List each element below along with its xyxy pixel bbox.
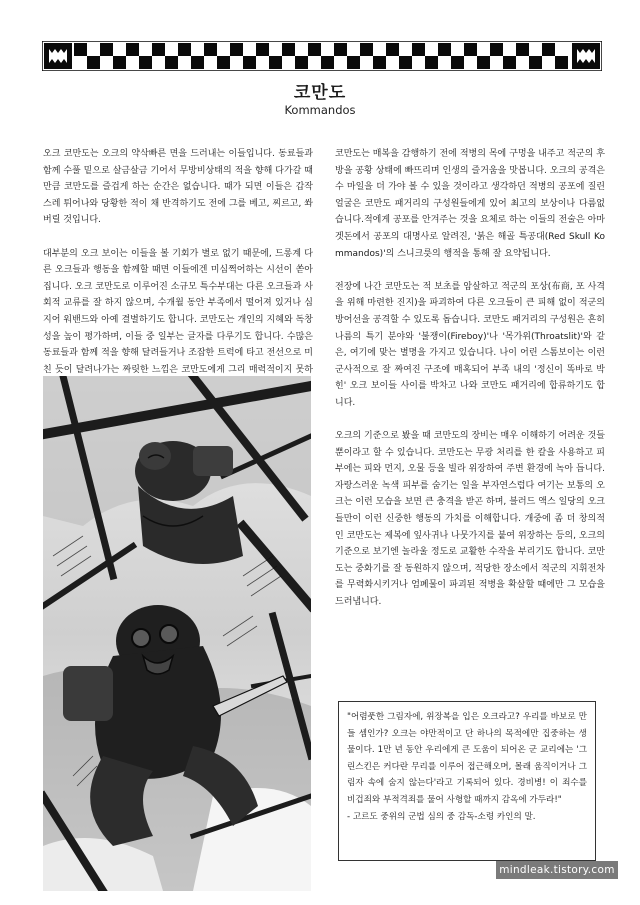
right-paragraph-3: 오크의 기준으로 봤을 때 코만도의 장비는 매우 이해하기 어려운 것들 뿐이라고 할 수 있습니다. 코만도는 무광 처리를 한 칼을 사용하고 피부에는 피와 먼지, 오물 등을 빌라 위장하여 주변 환경에 녹아 듭니다. 자랑스러운 녹색 피부를 숨기는 일을 부자연스럽다 여기는 보통의 오크는 이런 모습을 보면 큰 충격을 받곤 하며, 블러드 액스 일당의 오크들만이 이런 신중한 행동의 가치를 이해합니다. 개중에 좀 더 창의적인 코만도는 제복에 잎사귀나 나뭇가지를 붙여 위장하는 등의, 오크의 기준으로 보기엔 놀라울 정도로 교활한 수작을 부리기도 합니다. 코만도는 중화기를 잘 동원하지 않으며, 적당한 장소에서 적군의 지휘전차를 무력화시키거나 엄폐물이 파괴된 적병을 확살할 때에만 그 모습을 드러냅니다.: [335, 431, 605, 608]
banner-check: [386, 43, 399, 56]
banner-check: [490, 43, 503, 56]
banner-check: [178, 43, 191, 56]
banner-check: [165, 56, 178, 69]
quote-box: [338, 701, 596, 861]
banner-check: [100, 43, 113, 56]
banner-check: [217, 56, 230, 69]
banner-check: [555, 56, 568, 69]
banner-check: [464, 43, 477, 56]
page-subtitle: Kommandos: [284, 103, 356, 117]
banner-check: [529, 56, 542, 69]
banner-check: [438, 43, 451, 56]
banner-check: [334, 43, 347, 56]
left-paragraph-2: 대부분의 오크 보이는 이들을 볼 기회가 별로 없기 때문에, 드롱계 다른 오크들과 행동을 함께할 때면 이들에겐 미심쩍어하는 시선이 쏟아집니다. 오크 코만도로 이루어진 소규모 특수부대는 다른 오크들과 사회적 교류를 잘 하지 않으며, 수개월 동안 부족에서 떨어져 있거나 심지어 워밴드와 아예 결별하기도 합니다. 코만도는 개인의 지혜와 독창성을 높이 평가하며, 이들 중 일부는 글자를 다루기도 합니다. 수많은 동료들과 함께 적을 향해 달려들거나 조잡한 트럭에 타고 전선으로 미친 듯이 달려나가는 짜릿한 느낌은 코만도에게 그리 매력적이지 못하: [43, 248, 313, 375]
banner-check: [139, 56, 152, 69]
banner-check: [282, 43, 295, 56]
kommando-illustration: [43, 376, 311, 891]
banner-check: [308, 43, 321, 56]
right-paragraph-1: 코만도는 매복을 감행하기 전에 적병의 목에 구멍을 내주고 적군의 후방을 공황 상태에 빠뜨리며 인생의 즐거움을 맛봅니다. 오크의 공격은 수 마일을 더 가야 볼 수 있을 것이라고 생각하던 적병의 공포에 질린 얼굴은 코만도 패거리의 구성원들에게 있어 최고의 보상이나 다름없습니다.적에게 공포를 안겨주는 것을 요체로 하는 이들의 전술은 아마겟돈에서 공포의 대명사로 알려진, '붉은 해골 특공대(Red Skull Kommandos)'의 스니크릇의 행적을 통해 잘 요약됩니다.: [335, 149, 605, 259]
right-column: [335, 146, 605, 627]
checkered-banner: [42, 41, 602, 71]
banner-check: [87, 56, 100, 69]
banner-check: [256, 43, 269, 56]
watermark-label: mindleak.tistory.com: [496, 861, 618, 879]
banner-check: [516, 43, 529, 56]
banner-check: [204, 43, 217, 56]
left-paragraph-1: 오크 코만도는 오크의 약삭빠른 면을 드러내는 이들입니다. 동료들과 함께 수풀 밑으로 살금살금 기어서 무방비상태의 적을 향해 다가갈 때만큼 코만도를 즐겁게 하는 순간은 없습니다. 때가 되면 이들은 갑작스레 튀어나와 당황한 적이 채 반격하기도 전에 그를 베고, 찌르고, 쏴버릴 것입니다.: [43, 149, 313, 226]
banner-check: [295, 56, 308, 69]
left-column: [43, 146, 313, 412]
banner-check: [425, 56, 438, 69]
banner-check: [152, 43, 165, 56]
banner-check: [542, 43, 555, 56]
banner-check: [451, 56, 464, 69]
banner-check: [191, 56, 204, 69]
right-paragraph-2: 전장에 나간 코만도는 적 보초를 암살하고 적군의 포상(布商, 포 사격을 위해 마련한 진지)을 파괴하여 다른 오크들이 큰 피해 없이 적군의 방어선을 공격할 수 있도록 돕습니다. 코만도 패거리의 구성원은 흔히 나름의 특기 분야와 '불쟁이(Fireboy)'나 '목가위(Throatslit)'와 같은, 여기에 맞는 별명을 가지고 있습니다. 나이 어린 스톰보이는 이런 군사적으로 잘 짜여진 구조에 매혹되어 부족 내의 '정신이 똑바로 박힌' 오크 보이들 사이를 박차고 나와 코만도 패거리에 합류하기도 합니다.: [335, 281, 605, 408]
banner-check: [360, 43, 373, 56]
quote-text: "어렴풋한 그림자에, 위장복을 입은 오크라고? 우리를 바보로 만들 셈인가? 오크는 야만적이고 단 하나의 목적에만 집중하는 생물이다. 1만 년 동안 우리에게 큰 도움이 되어온 군 교리에는 '그린스킨은 커다란 무리를 이루어 접근해오며, 몰래 움직이거나 그림자 속에 숨지 않는다'라고 기록되어 있다. 경비병! 이 죄수를 비겁죄와 부적격죄를 물어 사형할 때까지 감옥에 가두라!": [347, 712, 587, 805]
banner-check: [399, 56, 412, 69]
banner-check: [230, 43, 243, 56]
quote-attribution: - 고르도 중위의 군법 심의 중 감독-소령 카인의 말.: [347, 811, 536, 822]
banner-check: [412, 43, 425, 56]
banner-check: [347, 56, 360, 69]
banner-check: [321, 56, 334, 69]
banner-check: [243, 56, 256, 69]
banner-check: [269, 56, 282, 69]
page-title: 코만도: [293, 83, 347, 103]
banner-check: [373, 56, 386, 69]
banner-check: [503, 56, 516, 69]
banner-check: [126, 43, 139, 56]
banner-check: [477, 56, 490, 69]
banner-check: [74, 43, 87, 56]
banner-check: [113, 56, 126, 69]
